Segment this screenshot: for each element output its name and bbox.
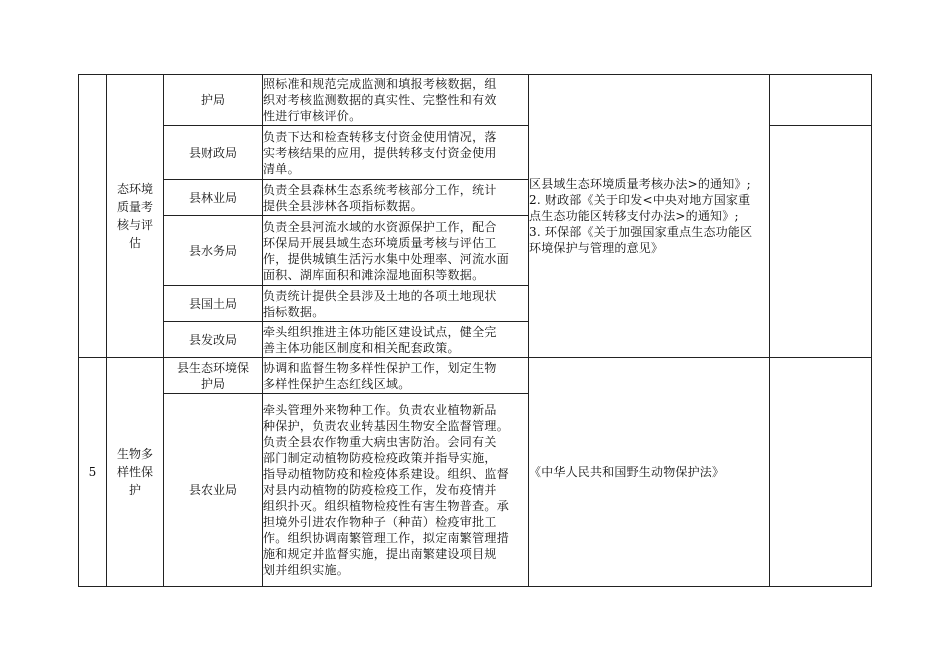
duty-cell: 协调和监督生物多样性保护工作，划定生物 多样性保护生态红线区域。 <box>263 358 529 394</box>
department-cell: 护局 <box>164 75 263 126</box>
department-cell: 县国土局 <box>164 286 263 322</box>
department-cell: 县水务局 <box>164 216 263 286</box>
department-cell: 县农业局 <box>164 394 263 587</box>
duty-cell: 负责全县河流水域的水资源保护工作，配合 环保局开展县域生态环境质量考核与评估工 作，提供城镇生活污水集中处理率、河流水面 面积、湖库面积和滩涂湿地面积等数据。 <box>263 216 529 286</box>
remarks-cell <box>770 126 872 358</box>
row-number-cell <box>79 75 107 358</box>
department-cell: 县生态环境保 护局 <box>164 358 263 394</box>
table-row <box>79 358 872 394</box>
department-cell: 县发改局 <box>164 322 263 358</box>
legal-basis-cell: 区县域生态环境质量考核办法>的通知》; 2. 财政部《关于印发<中央对地方国家重 点生态功能区转移支付办法>的通知》; 3. 环保部《关于加强国家重点生态功能区 环境保护与管理的意见》 <box>529 75 770 358</box>
duty-cell: 牵头管理外来物种工作。负责农业植物新品 种保护，负责农业转基因生物安全监督管理。 负责全县农作物重大病虫害防治。会同有关 部门制定动植物防疫检疫政策并指导实施， 指导动植物防疫和检疫体系建设。组织、监督 对县内动植物的防疫检疫工作，发布疫情并 组织扑灭。组织植物检疫性有害生物普查。承 担境外引进农作物种子（种苗）检疫审批工 作。组织协调南繁管理工作，拟定南繁管理措 施和规定并监督实施，提出南繁建设项目规 划并组织实施。 <box>263 394 529 587</box>
department-cell: 县财政局 <box>164 126 263 180</box>
remarks-cell <box>770 75 872 126</box>
item-name-cell: 生物多 样性保 护 <box>107 358 164 587</box>
duty-cell: 负责下达和检查转移支付资金使用情况，落 实考核结果的应用，提供转移支付资金使用 清单。 <box>263 126 529 180</box>
responsibility-table <box>78 74 872 587</box>
table-row <box>79 75 872 126</box>
duty-cell: 照标准和规范完成监测和填报考核数据，组 织对考核监测数据的真实性、完整性和有效 性进行审核评价。 <box>263 75 529 126</box>
duty-cell: 负责统计提供全县涉及土地的各项土地现状 指标数据。 <box>263 286 529 322</box>
item-name-cell: 态环境 质量考 核与评 估 <box>107 75 164 358</box>
duty-cell: 牵头组织推进主体功能区建设试点，健全完 善主体功能区制度和相关配套政策。 <box>263 322 529 358</box>
duty-cell: 负责全县森林生态系统考核部分工作，统计 提供全县涉林各项指标数据。 <box>263 180 529 216</box>
remarks-cell <box>770 358 872 587</box>
row-number-cell: 5 <box>79 358 107 587</box>
legal-basis-cell: 《中华人民共和国野生动物保护法》 <box>529 358 770 587</box>
department-cell: 县林业局 <box>164 180 263 216</box>
